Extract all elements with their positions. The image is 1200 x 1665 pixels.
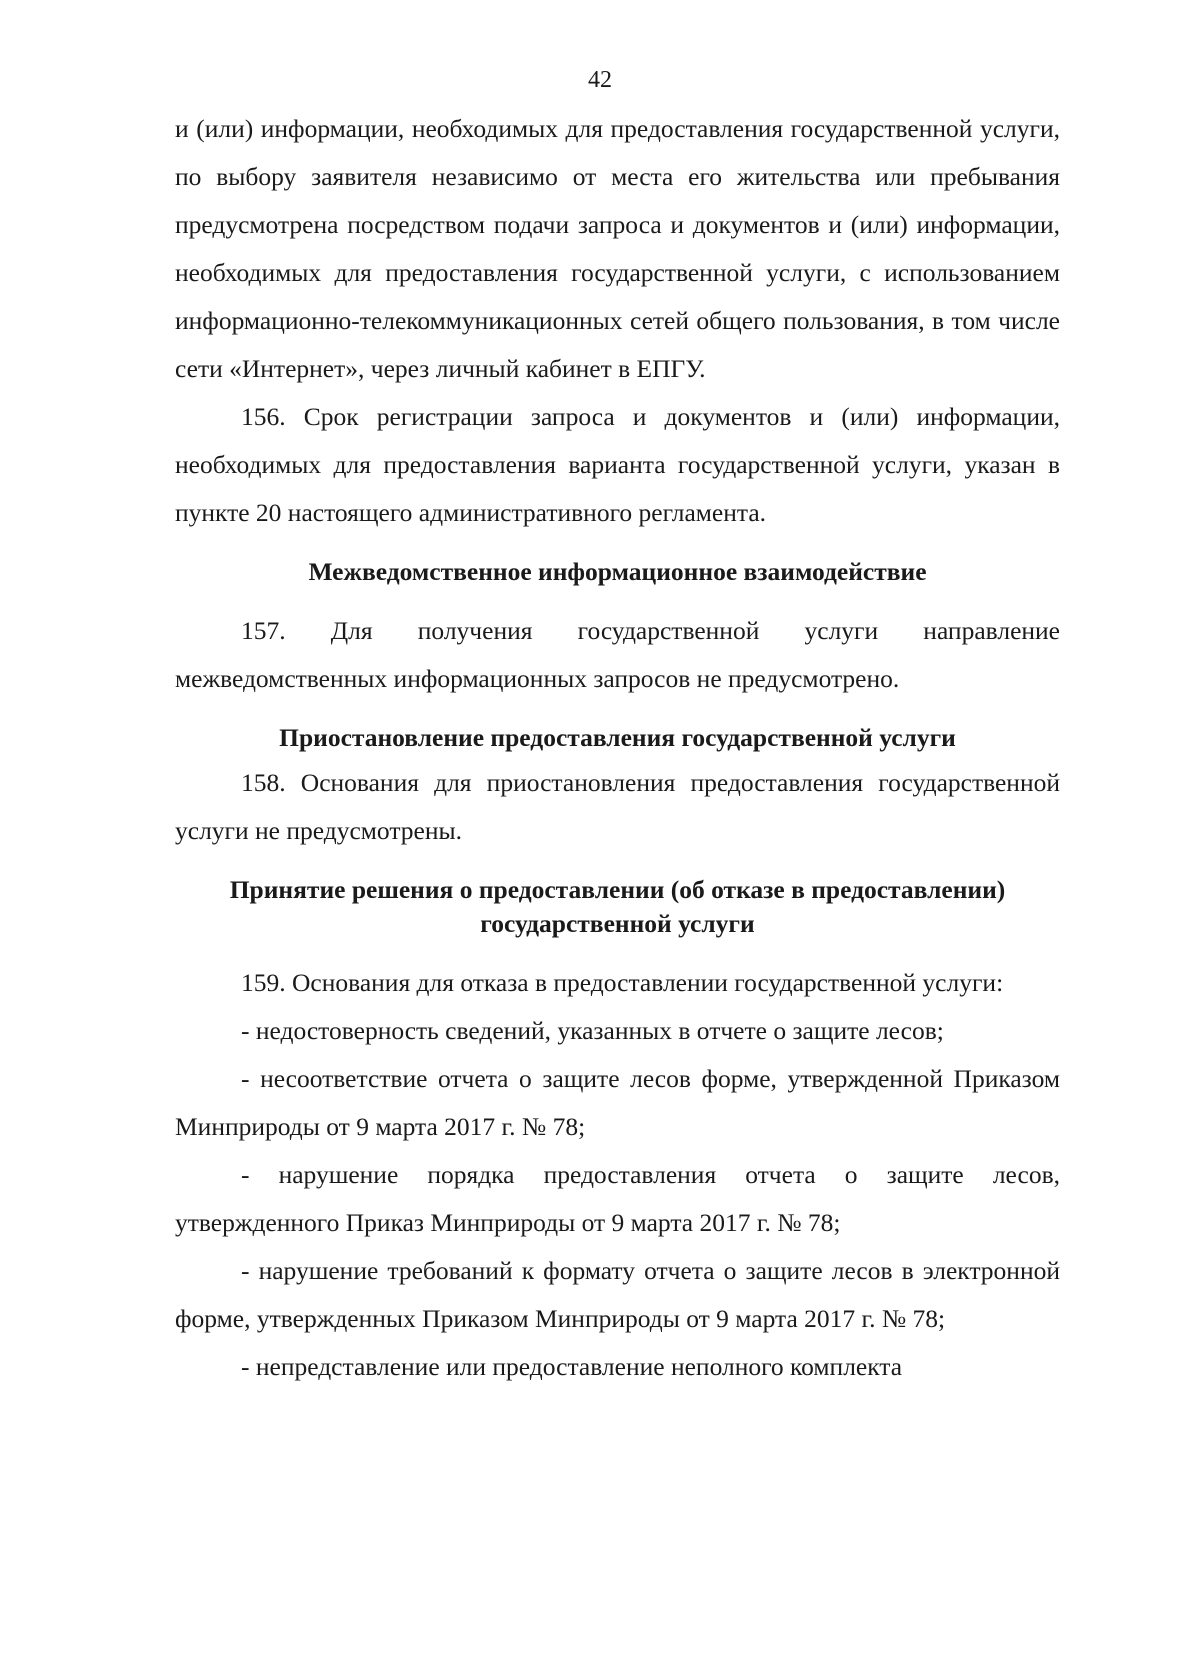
heading-suspension: Приостановление предоставления государственной услуги [279, 723, 956, 752]
heading-interagency-interaction: Межведомственное информационное взаимодействие [308, 557, 927, 586]
page-number: 42 [588, 67, 612, 93]
list-item-4: - нарушение требований к формату отчета о защите лесов в электронной форме, утвержденных Приказом Минприроды от 9 марта 2017 г. № 78; [175, 1256, 1060, 1333]
paragraph-157: 157. Для получения государственной услуги направление межведомственных информационных запросов не предусмотрено. [175, 616, 1060, 693]
list-item-3: - нарушение порядка предоставления отчета о защите лесов, утвержденного Приказ Минприроды от 9 марта 2017 г. № 78; [175, 1160, 1060, 1237]
list-item-5: - непредставление или предоставление неполного комплекта [241, 1352, 903, 1381]
list-item-2: - несоответствие отчета о защите лесов форме, утвержденной Приказом Минприроды от 9 марта 2017 г. № 78; [175, 1064, 1060, 1141]
paragraph-156: 156. Срок регистрации запроса и документов и (или) информации, необходимых для предоставления варианта государственной услуги, указан в пункте 20 настоящего административного регламента. [175, 402, 1060, 527]
list-item-1: - недостоверность сведений, указанных в отчете о защите лесов; [241, 1016, 944, 1045]
paragraph-continuation: и (или) информации, необходимых для предоставления государственной услуги, по выбору заявителя независимо от места его жительства или пребывания предусмотрена посредством подачи запроса и документов и (или) информации, необходимых для предоставления государственной услуги, с использованием информационно-телекоммуникационных сетей общего пользования, в том числе сети «Интернет», через личный кабинет в ЕПГУ. [175, 114, 1060, 383]
heading-decision-line-2: государственной услуги [480, 909, 755, 938]
paragraph-159: 159. Основания для отказа в предоставлении государственной услуги: [241, 968, 1004, 997]
paragraph-158: 158. Основания для приостановления предоставления государственной услуги не предусмотрены. [175, 768, 1060, 845]
document-body [175, 105, 1060, 1391]
heading-decision-line-1: Принятие решения о предоставлении (об отказе в предоставлении) [229, 875, 1006, 904]
